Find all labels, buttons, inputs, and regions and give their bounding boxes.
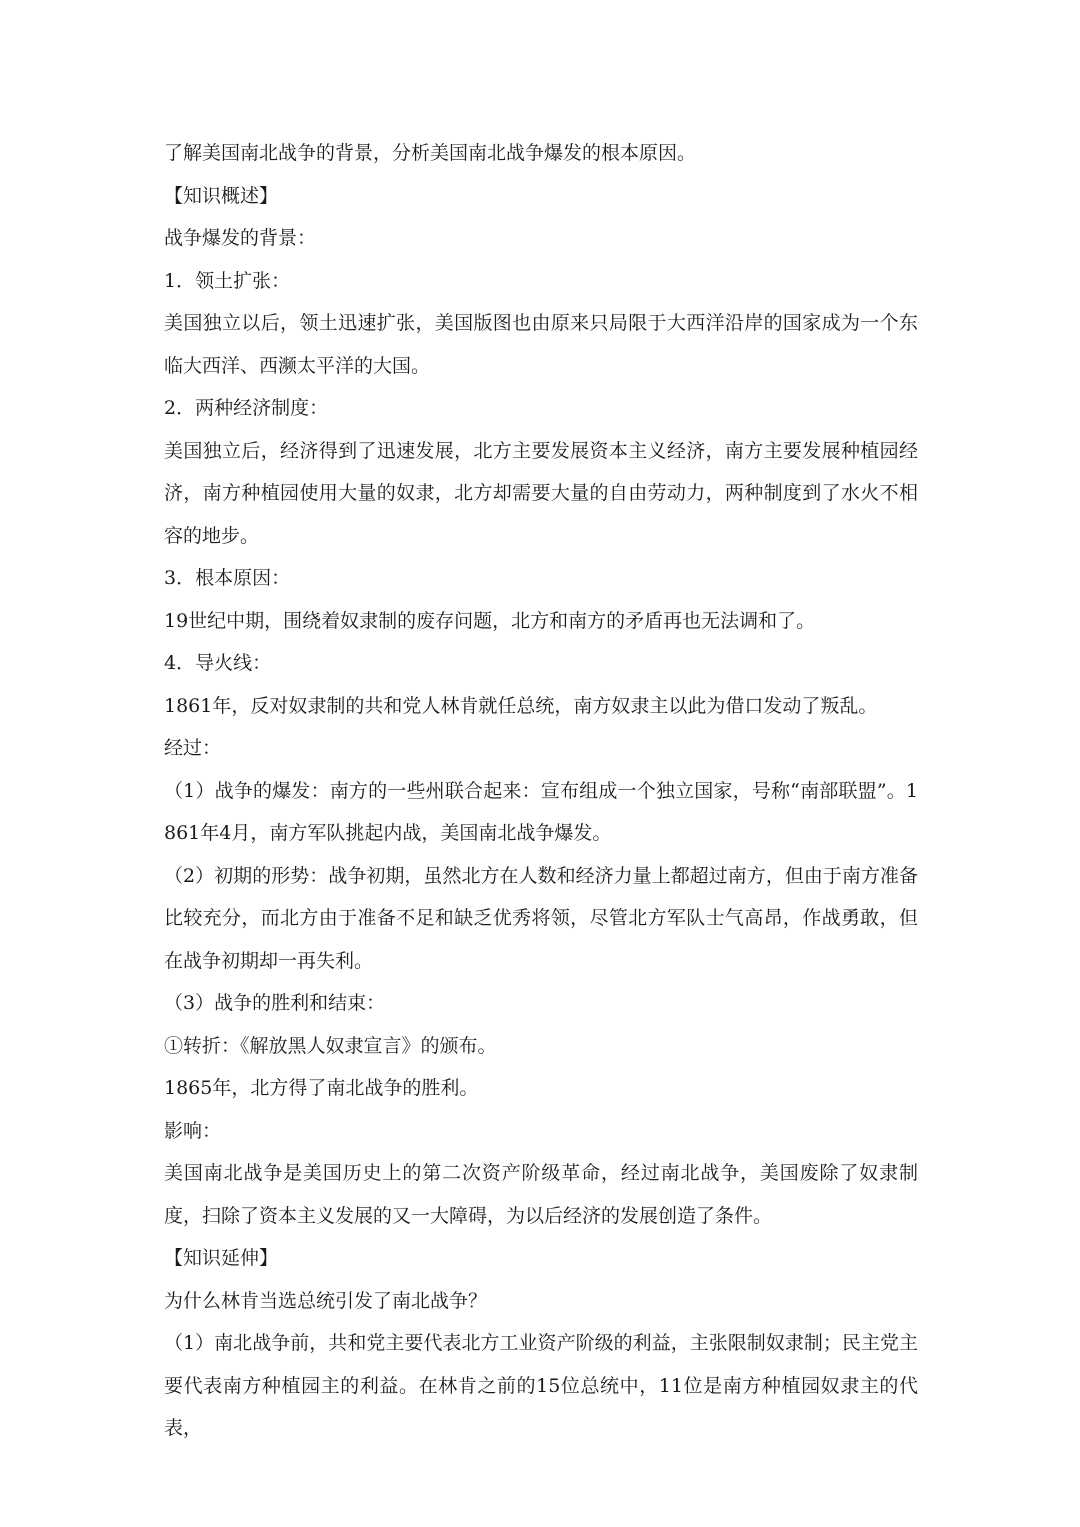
item-2-body: 美国独立后，经济得到了迅速发展，北方主要发展资本主义经济，南方主要发展种植园经济，南方种植园使用大量的奴隶，北方却需要大量的自由劳动力，两种制度到了水火不相容的地步。 <box>164 439 918 547</box>
process-step-3-turning-point: ①转折：《解放黑人奴隶宣言》的颁布。 <box>164 1034 497 1057</box>
process-step-3-end: 1865年，北方得了南北战争的胜利。 <box>164 1077 479 1099</box>
section-process: 经过： <box>164 737 222 759</box>
extension-question: 为什么林肯当选总统引发了南北战争？ <box>164 1289 488 1312</box>
item-4-body: 1861年，反对奴隶制的共和党人林肯就任总统，南方奴隶主以此为借口发动了叛乱。 <box>164 694 878 717</box>
process-step-1: （1）战争的爆发：南方的一些州联合起来：宣布组成一个独立国家，号称“南部联盟”。1861年4月，南方军队挑起内战，美国南北战争爆发。 <box>164 779 918 844</box>
document-body <box>164 132 918 1450</box>
item-1-body: 美国独立以后，领土迅速扩张，美国版图也由原来只局限于大西洋沿岸的国家成为一个东临大西洋、西濒太平洋的大国。 <box>164 312 918 377</box>
process-step-2: （2）初期的形势：战争初期，虽然北方在人数和经济力量上都超过南方，但由于南方准备比较充分，而北方由于准备不足和缺乏优秀将领，尽管北方军队士气高昂，作战勇敢，但在战争初期却一再失利。 <box>164 864 918 972</box>
section-impact: 影响： <box>164 1119 222 1142</box>
process-step-3: （3）战争的胜利和结束： <box>164 992 386 1014</box>
item-2-title: 2．两种经济制度： <box>164 397 329 419</box>
item-3-title: 3．根本原因： <box>164 567 291 589</box>
item-1-title: 1．领土扩张： <box>164 269 291 292</box>
heading-knowledge-overview: 【知识概述】 <box>164 184 279 207</box>
item-4-title: 4．导火线： <box>164 652 272 674</box>
item-3-body: 19世纪中期，围绕着奴隶制的废存问题，北方和南方的矛盾再也无法调和了。 <box>164 609 816 632</box>
intro-objective: 了解美国南北战争的背景，分析美国南北战争爆发的根本原因。 <box>164 142 697 164</box>
extension-answer-1: （1）南北战争前，共和党主要代表北方工业资产阶级的利益，主张限制奴隶制；民主党主要代表南方种植园主的利益。在林肯之前的15位总统中，11位是南方种植园奴隶主的代表， <box>164 1332 918 1439</box>
heading-knowledge-extension: 【知识延伸】 <box>164 1247 279 1269</box>
section-war-background: 战争爆发的背景： <box>164 227 317 249</box>
impact-body: 美国南北战争是美国历史上的第二次资产阶级革命，经过南北战争，美国废除了奴隶制度，扫除了资本主义发展的又一大障碍，为以后经济的发展创造了条件。 <box>164 1162 918 1227</box>
